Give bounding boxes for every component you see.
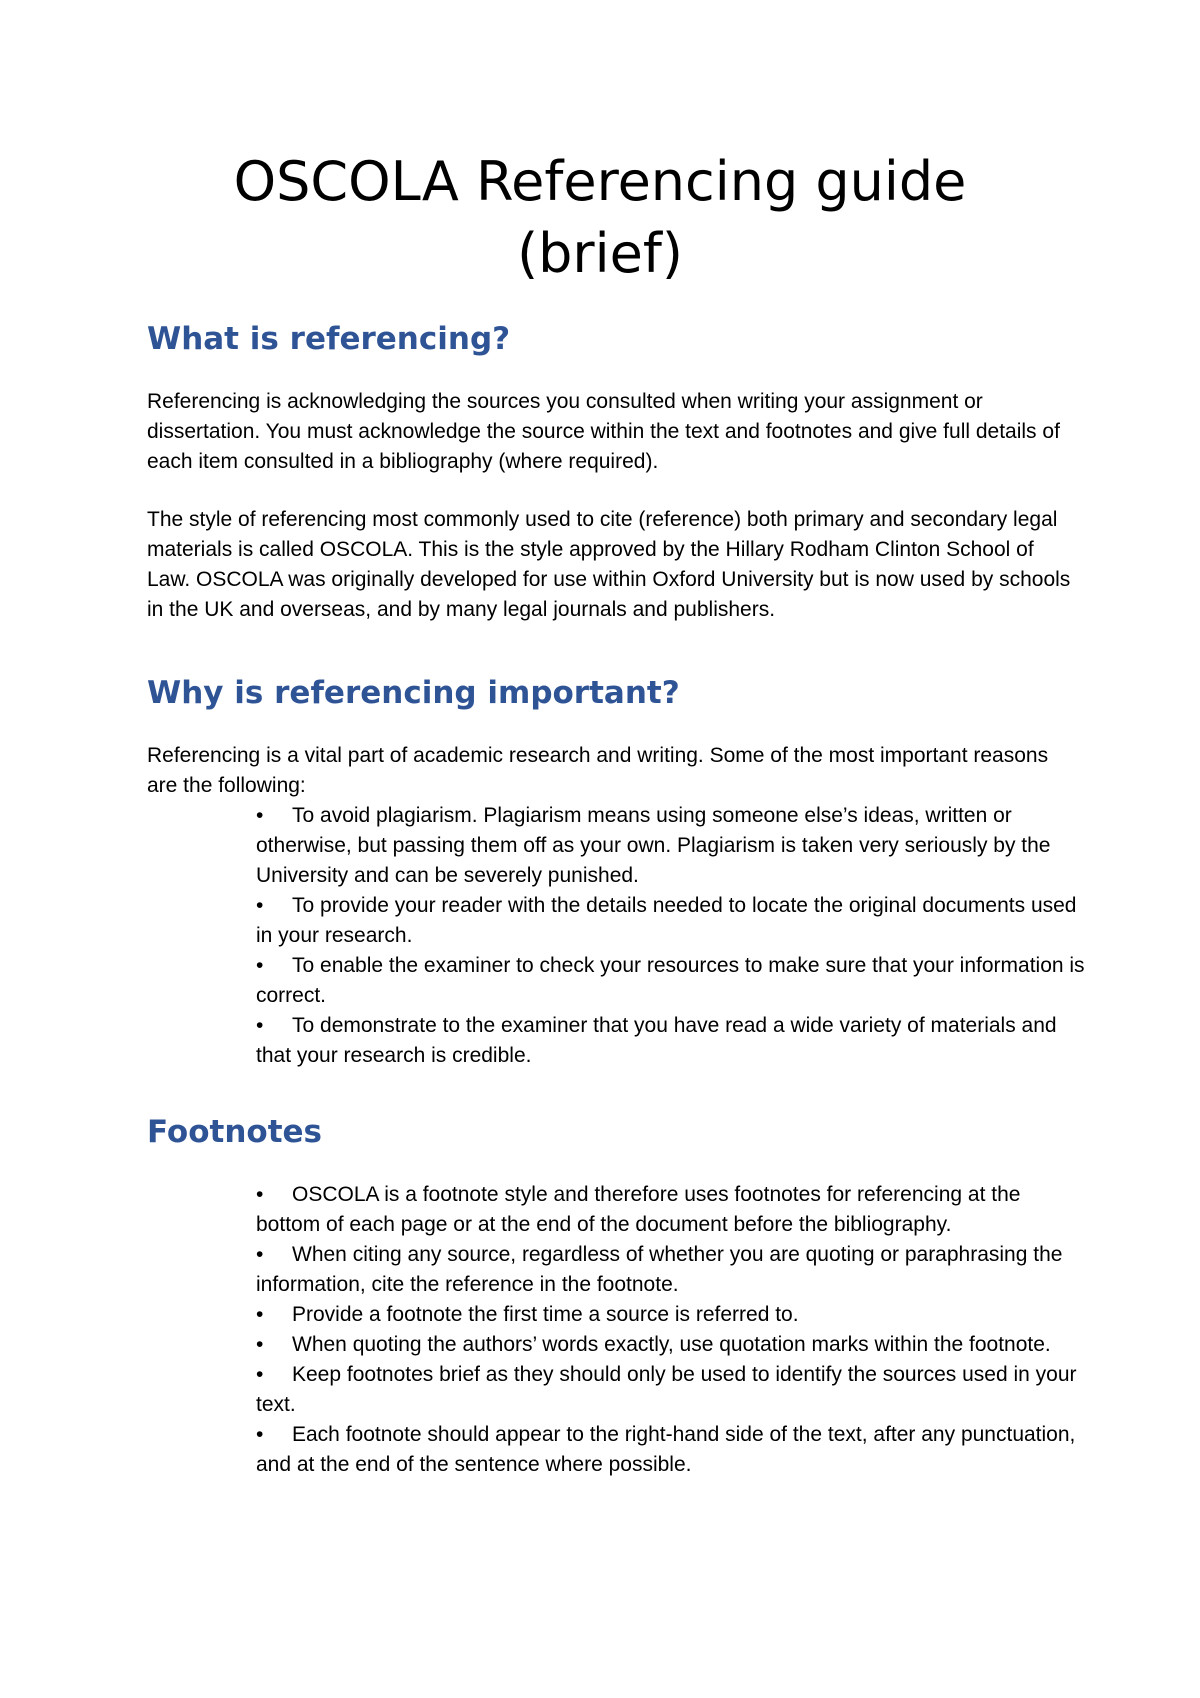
list-item-text: To enable the examiner to check your resources to make sure that your information is correct. <box>256 954 1085 1007</box>
bullet-glyph: • <box>256 894 264 917</box>
list-item-text: OSCOLA is a footnote style and therefore uses footnotes for referencing at the bottom of each page or at the end of the document before the bibliography. <box>256 1183 1021 1236</box>
bullet-glyph: • <box>256 1014 264 1037</box>
list-item-text: Keep footnotes brief as they should only be used to identify the sources used in your text. <box>256 1363 1077 1416</box>
list-item <box>256 1011 1086 1071</box>
list-item <box>256 1300 1086 1330</box>
why-bullet-list <box>256 801 1086 1071</box>
list-item <box>256 891 1086 951</box>
heading-why-referencing-important: Why is referencing important? <box>147 675 680 711</box>
bullet-glyph: • <box>256 1183 264 1206</box>
bullet-glyph: • <box>256 1303 264 1326</box>
bullet-glyph: • <box>256 1363 264 1386</box>
list-item-text: When citing any source, regardless of whether you are quoting or paraphrasing the information, cite the reference in the footnote. <box>256 1243 1063 1296</box>
heading-what-is-referencing: What is referencing? <box>147 321 511 357</box>
title-line-1: OSCOLA Referencing guide <box>233 150 967 213</box>
bullet-glyph: • <box>256 804 264 827</box>
list-item <box>256 1240 1086 1300</box>
list-item <box>256 801 1086 891</box>
list-item <box>256 951 1086 1011</box>
bullet-glyph: • <box>256 1333 264 1356</box>
list-item <box>256 1180 1086 1240</box>
bullet-glyph: • <box>256 954 264 977</box>
list-item-text: When quoting the authors’ words exactly, use quotation marks within the footnote. <box>292 1333 1051 1356</box>
bullet-glyph: • <box>256 1243 264 1266</box>
list-item <box>256 1420 1086 1480</box>
paragraph-what-1: Referencing is acknowledging the sources you consulted when writing your assignment or dissertation. You must acknowledge the source within the text and footnotes and give full details of each item consulted in a bibliography (where required). <box>147 390 1060 473</box>
list-item <box>256 1330 1086 1360</box>
bullet-glyph: • <box>256 1423 264 1446</box>
list-item <box>256 1360 1086 1420</box>
title-line-2: (brief) <box>517 222 683 285</box>
list-item-text: To demonstrate to the examiner that you have read a wide variety of materials and that your research is credible. <box>256 1014 1057 1067</box>
heading-footnotes: Footnotes <box>147 1114 322 1150</box>
document-title <box>120 146 1080 290</box>
paragraph-why-intro: Referencing is a vital part of academic research and writing. Some of the most important reasons are the following: <box>147 744 1049 797</box>
list-item-text: To provide your reader with the details needed to locate the original documents used in your research. <box>256 894 1077 947</box>
footnotes-bullet-list <box>256 1180 1086 1480</box>
list-item-text: Provide a footnote the first time a source is referred to. <box>292 1303 799 1326</box>
paragraph-what-2: The style of referencing most commonly used to cite (reference) both primary and secondary legal materials is called OSCOLA. This is the style approved by the Hillary Rodham Clinton School of Law. OSCOLA was originally developed for use within Oxford University but is now used by schools in the UK and overseas, and by many legal journals and publishers. <box>147 508 1071 621</box>
list-item-text: To avoid plagiarism. Plagiarism means using someone else’s ideas, written or otherwise, but passing them off as your own. Plagiarism is taken very seriously by the University and can be severely punished. <box>256 804 1051 887</box>
list-item-text: Each footnote should appear to the right-hand side of the text, after any punctuation, and at the end of the sentence where possible. <box>256 1423 1076 1476</box>
